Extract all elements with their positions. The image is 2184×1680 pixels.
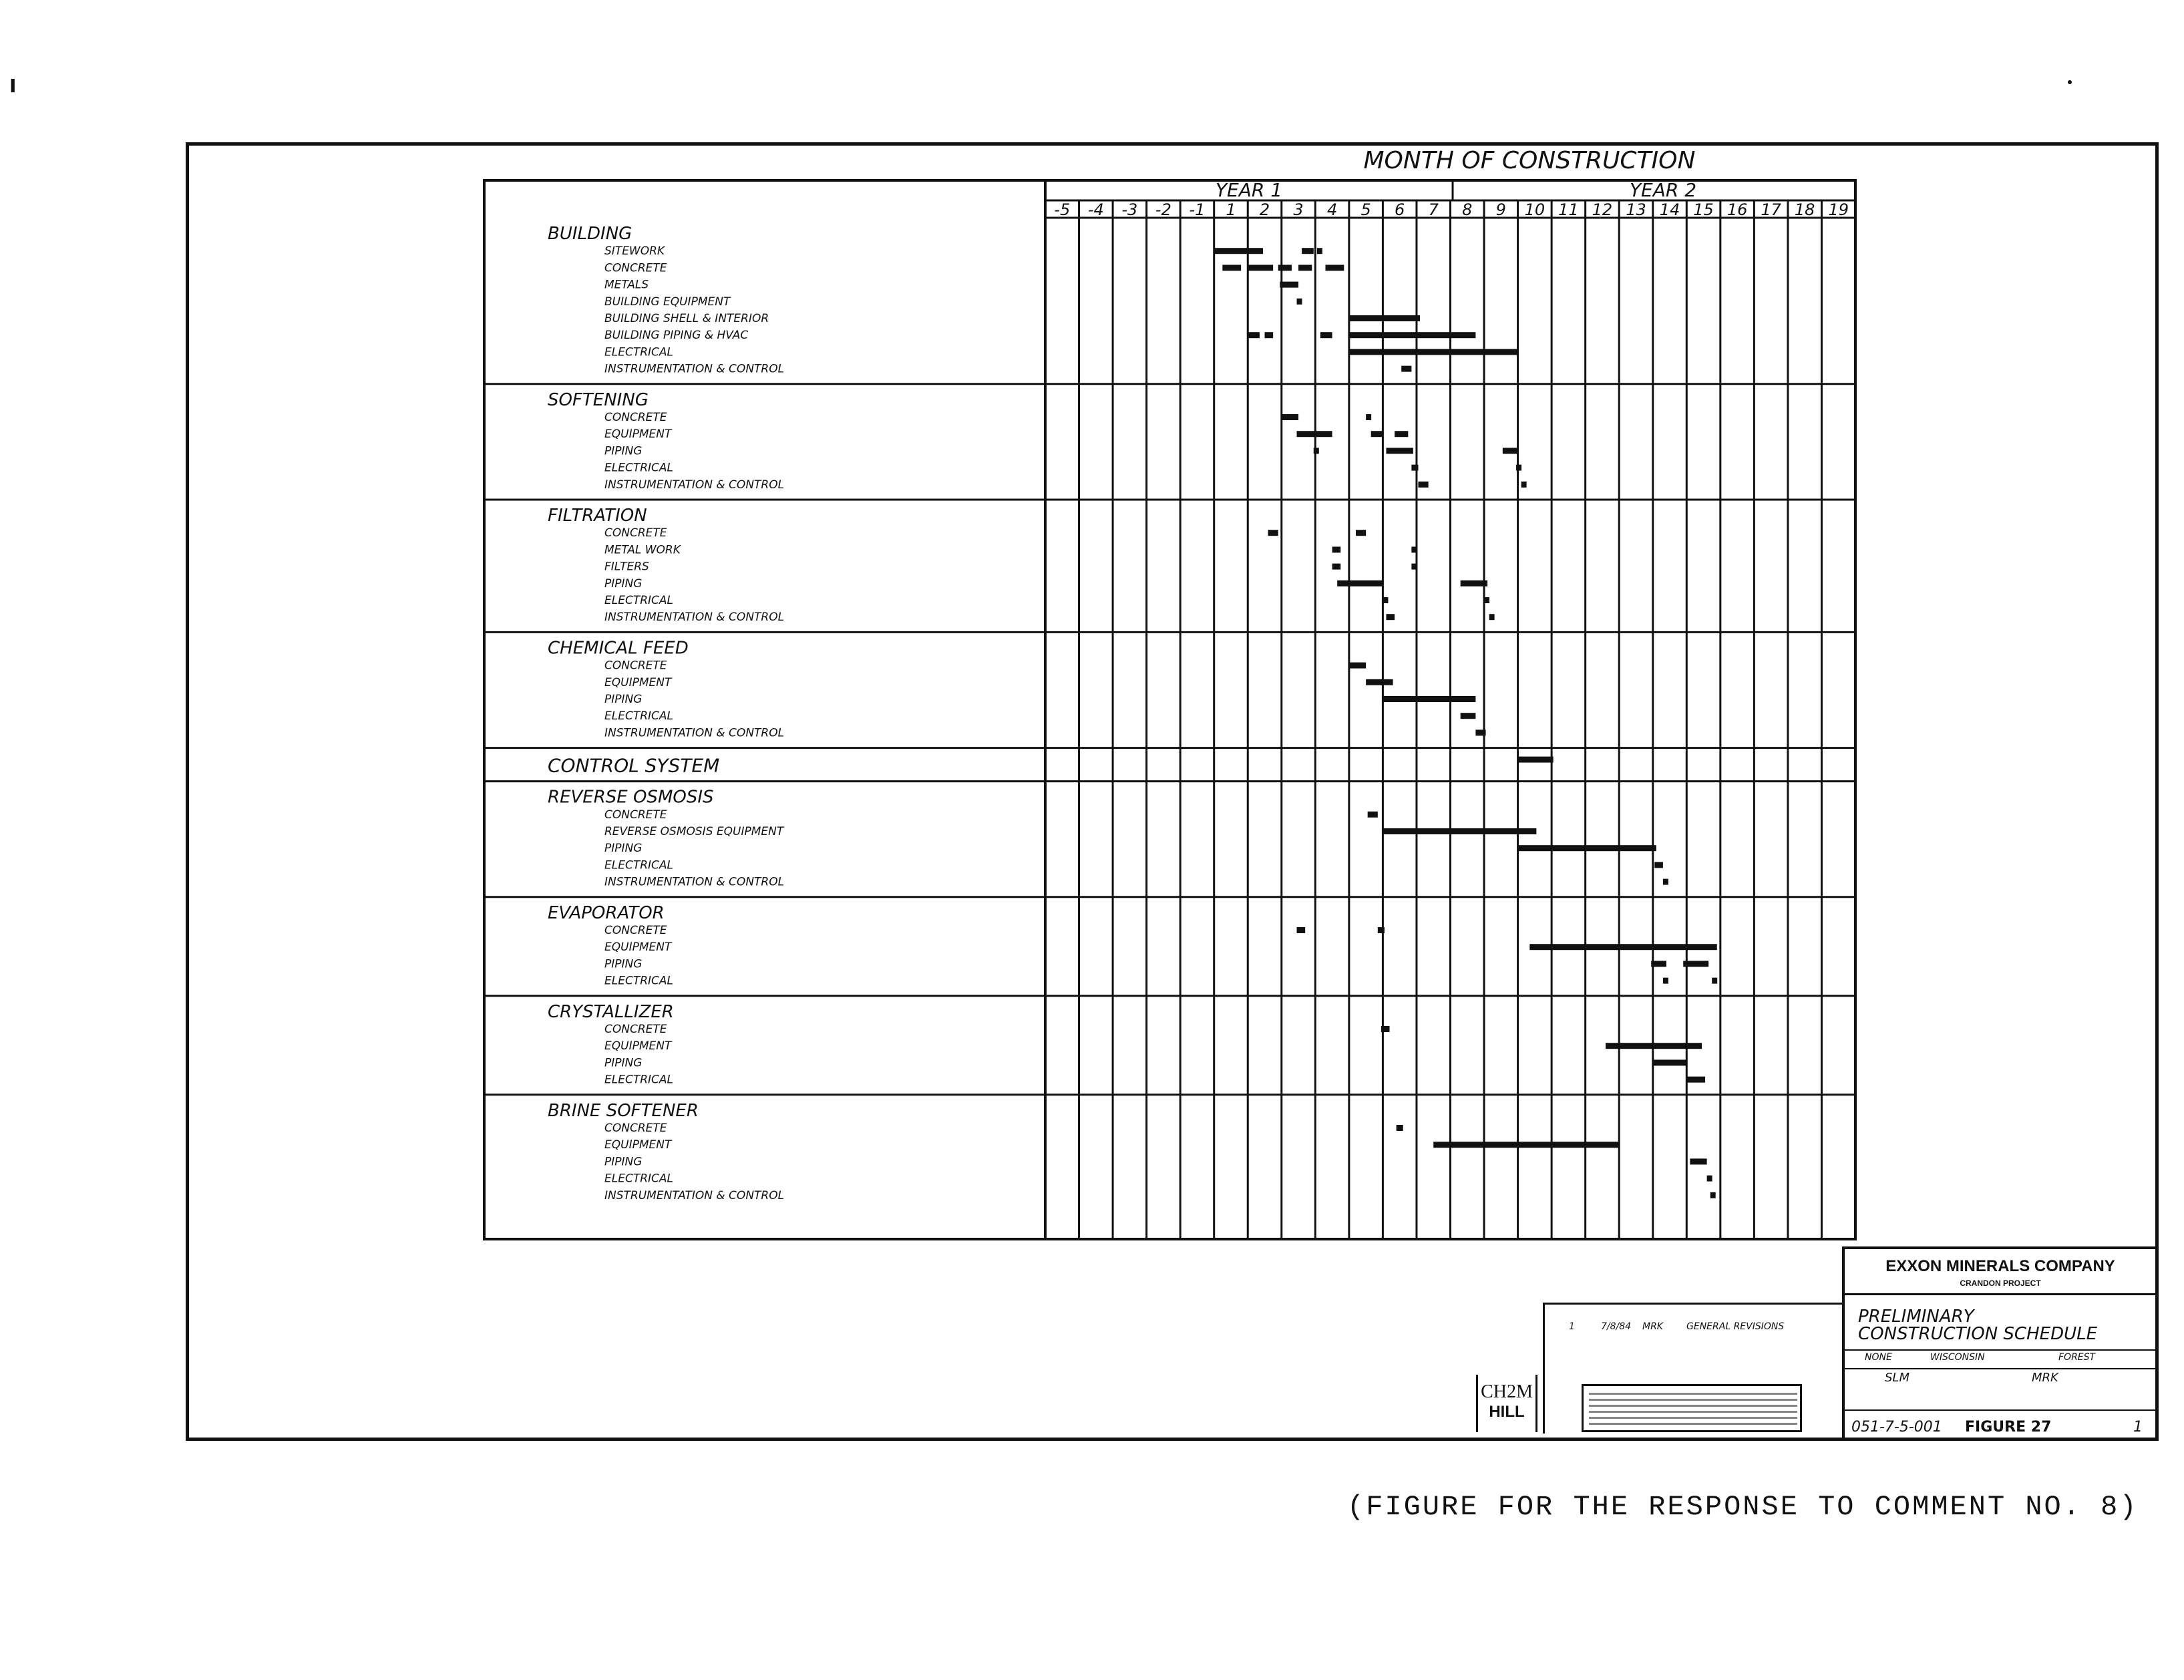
revision-description: GENERAL REVISIONS [1686,1321,1785,1332]
schedule-bar [1386,614,1395,620]
month-label: 15 [1693,200,1714,219]
section-title: FILTRATION [548,506,647,526]
task-label: EQUIPMENT [604,675,672,689]
revision-number: 1 [1569,1321,1575,1332]
schedule-bar [1248,332,1260,338]
task-label: ELECTRICAL [604,461,674,475]
month-label: 1 [1226,200,1236,219]
task-label: EQUIPMENT [604,941,672,955]
task-label: PIPING [604,693,643,706]
section-title: CONTROL SYSTEM [548,754,720,777]
schedule-bar [1401,366,1411,372]
section-title: EVAPORATOR [548,902,665,923]
tb-divider [1845,1293,2156,1295]
month-label: 3 [1293,200,1304,219]
schedule-bar [1325,265,1344,271]
schedule-bar [1411,546,1417,552]
task-label: EQUIPMENT [604,1138,672,1152]
schedule-bar [1683,961,1708,967]
month-label: -4 [1087,200,1104,219]
task-label: CONCRETE [604,924,667,937]
schedule-bar [1663,978,1668,984]
section-title: BUILDING [548,224,632,244]
section-title: BRINE SOFTENER [548,1100,699,1121]
task-label: REVERSE OSMOSIS EQUIPMENT [604,825,784,838]
schedule-bar [1332,564,1341,570]
month-label: 4 [1326,200,1338,219]
schedule-bar [1707,1176,1712,1182]
task-label: ELECTRICAL [604,974,674,988]
month-label: -1 [1189,200,1206,219]
task-label: INSTRUMENTATION & CONTROL [604,362,785,376]
field-state: WISCONSIN [1930,1352,1985,1363]
schedule-bar [1297,299,1302,305]
schedule-bar [1297,431,1332,437]
task-label: ELECTRICAL [604,858,674,872]
drawing-number: 051-7-5-001 [1851,1419,1942,1436]
logo-bottom: HILL [1489,1403,1525,1421]
task-label: CONCRETE [604,526,667,540]
task-label: PIPING [604,1056,643,1070]
drawing-title-line1: PRELIMINARY [1858,1307,1974,1327]
task-label: INSTRUMENTATION & CONTROL [604,1188,785,1202]
revision-date: 7/8/84 [1601,1321,1632,1332]
logo-top: CH2M [1481,1381,1533,1402]
schedule-bar [1653,1059,1687,1065]
month-label: -3 [1121,200,1138,219]
schedule-bar [1383,828,1536,834]
schedule-bar [1503,448,1518,454]
schedule-bar [1268,530,1278,536]
task-label: METAL WORK [604,543,681,557]
task-label: EQUIPMENT [604,428,672,442]
project-name: CRANDON PROJECT [1960,1279,2041,1288]
schedule-bar [1475,729,1485,735]
schedule-bar [1710,1192,1716,1198]
schedule-bar [1214,248,1263,254]
schedule-bar [1516,465,1521,471]
year2-label: YEAR 2 [1629,179,1697,201]
schedule-bar [1461,713,1476,719]
task-label: CONCRETE [604,1122,667,1135]
revision-by: MRK [1642,1321,1663,1332]
month-label: 5 [1360,200,1371,219]
tb-divider [1845,1368,2156,1369]
task-label: BUILDING PIPING & HVAC [604,329,749,343]
month-label: 19 [1828,200,1849,219]
schedule-bar [1663,879,1668,885]
task-label: CONCRETE [604,659,667,673]
schedule-bar [1332,546,1341,552]
schedule-bar [1712,978,1717,984]
month-label: 9 [1495,200,1506,219]
month-label: 2 [1259,200,1270,219]
schedule-bar [1349,349,1518,355]
schedule-bar [1222,265,1241,271]
schedule-bar [1366,414,1371,420]
notice-text-lines [1589,1393,1797,1426]
section-title: CHEMICAL FEED [548,638,689,659]
drawn-by: SLM [1885,1371,1909,1385]
schedule-bar [1395,431,1408,437]
company-name: EXXON MINERALS COMPANY [1885,1257,2115,1275]
margin-mark: I [9,75,17,97]
month-label: 16 [1726,200,1748,219]
month-label: 6 [1395,200,1405,219]
schedule-bar [1484,597,1489,603]
month-label: 12 [1592,200,1613,219]
task-label: BUILDING EQUIPMENT [604,295,731,309]
task-label: PIPING [604,1155,643,1169]
month-label: 17 [1761,200,1781,219]
year1-label: YEAR 1 [1215,179,1283,201]
title-block [1842,1246,2159,1441]
schedule-bar [1320,332,1332,338]
task-label: PIPING [604,957,643,971]
task-label: ELECTRICAL [604,345,674,359]
checked-by: MRK [2032,1371,2058,1385]
schedule-bar [1686,1077,1705,1083]
task-label: CONCRETE [604,261,667,275]
schedule-bar [1651,961,1666,967]
field-none: NONE [1865,1352,1892,1363]
month-label: 10 [1524,200,1545,219]
month-label: 14 [1659,200,1680,219]
schedule-bar [1411,465,1418,471]
task-label: INSTRUMENTATION & CONTROL [604,875,785,889]
task-label: INSTRUMENTATION & CONTROL [604,478,785,492]
task-label: PIPING [604,444,643,458]
task-label: PIPING [604,576,643,591]
schedule-bar [1411,564,1417,570]
task-label: BUILDING SHELL & INTERIOR [604,312,769,325]
task-label: CONCRETE [604,808,667,822]
task-label: PIPING [604,842,643,856]
schedule-bar [1690,1158,1706,1164]
schedule-bar [1368,812,1378,818]
task-label: ELECTRICAL [604,1073,674,1087]
schedule-bar [1366,679,1393,685]
schedule-bar [1298,265,1312,271]
schedule-bar [1378,927,1385,933]
tb-divider [1845,1409,2156,1411]
month-label: 8 [1462,200,1473,219]
task-label: EQUIPMENT [604,1039,672,1053]
schedule-bar [1433,1142,1619,1148]
field-county: FOREST [2058,1352,2096,1363]
task-label: ELECTRICAL [604,594,674,607]
schedule-bar [1282,414,1298,420]
tb-divider [1845,1349,2156,1351]
schedule-bar [1383,696,1475,702]
sheet-number: 1 [2133,1419,2143,1436]
schedule-bar [1606,1043,1702,1049]
schedule-bar [1489,614,1495,620]
section-title: REVERSE OSMOSIS [548,787,714,808]
chart-title: MONTH OF CONSTRUCTION [1363,147,1696,174]
task-label: CONCRETE [604,411,667,424]
task-label: INSTRUMENTATION & CONTROL [604,611,785,625]
company-logo [1476,1375,1537,1432]
schedule-bar [1397,1125,1403,1131]
task-label: METALS [604,278,649,292]
task-label: ELECTRICAL [604,1172,674,1186]
section-title: CRYSTALLIZER [548,1001,674,1022]
schedule-bar [1654,862,1663,868]
schedule-bar [1314,448,1319,454]
month-label: 13 [1626,200,1646,219]
schedule-bar [1337,580,1383,586]
schedule-bar [1317,248,1322,254]
month-label: 18 [1794,200,1815,219]
schedule-bar [1371,431,1383,437]
schedule-bar [1386,448,1413,454]
schedule-bar [1297,927,1306,933]
notice-box [1582,1384,1802,1432]
figure-number: FIGURE 27 [1965,1419,2052,1436]
month-label: -2 [1155,200,1171,219]
schedule-bar [1349,315,1420,321]
schedule-bar [1302,248,1314,254]
schedule-bar [1418,482,1428,488]
schedule-bar [1265,332,1274,338]
task-label: SITEWORK [604,244,665,259]
section-title: SOFTENING [548,389,649,410]
month-label: 11 [1558,200,1579,219]
schedule-bar [1349,332,1476,338]
task-label: INSTRUMENTATION & CONTROL [604,726,785,740]
schedule-bar [1381,1026,1390,1032]
schedule-bar [1349,663,1366,669]
task-label: CONCRETE [604,1023,667,1036]
task-label: ELECTRICAL [604,709,674,723]
task-label: FILTERS [604,560,649,574]
schedule-bar [1518,845,1656,851]
schedule-bar [1248,265,1273,271]
schedule-bar [1529,944,1717,950]
month-label: 7 [1428,200,1439,219]
schedule-bar [1461,580,1487,586]
schedule-bar [1521,482,1527,488]
schedule-bar [1278,265,1292,271]
schedule-bar [1356,530,1366,536]
schedule-bar [1383,597,1388,603]
month-label: -5 [1054,200,1071,219]
figure-caption: (FIGURE FOR THE RESPONSE TO COMMENT NO. 8) [1347,1491,2139,1523]
schedule-bar [1280,282,1298,288]
drawing-title-line2: CONSTRUCTION SCHEDULE [1858,1324,2098,1344]
schedule-bar [1518,757,1554,763]
